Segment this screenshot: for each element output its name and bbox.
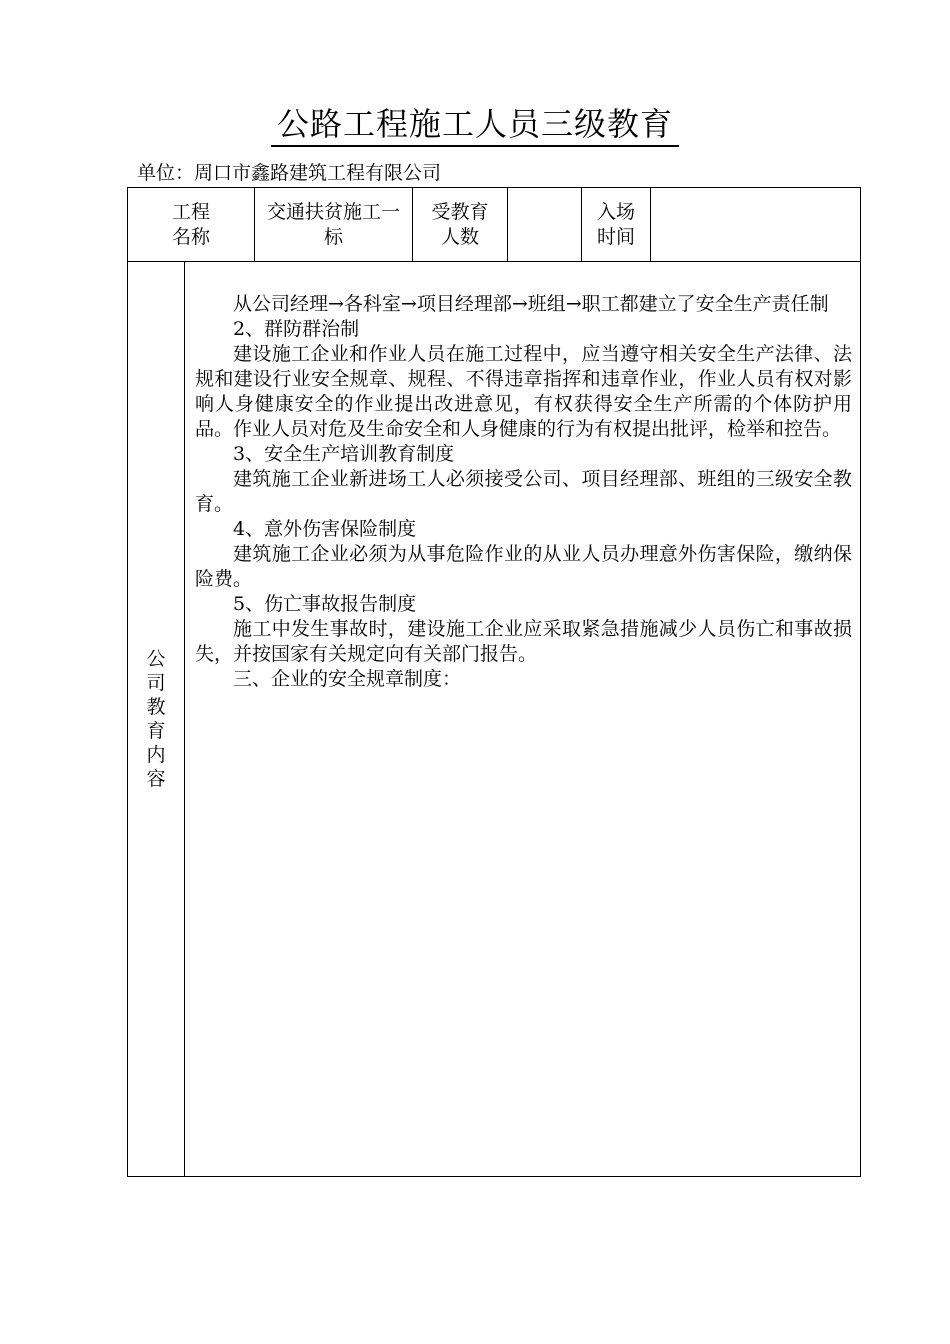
education-form-table (127, 187, 861, 1177)
content-paragraph: 建设施工企业和作业人员在施工过程中，应当遵守相关安全生产法律、法规和建设行业安全规章、规程、不得违章指挥和违章作业，作业人员有权对影响人身健康安全的作业提出改进意见，有权获得安全生产所需的个体防护用品。作业人员对危及生命安全和人身健康的行为有权提出批评，检举和控告。 (195, 343, 852, 440)
trainees-label-cell (413, 188, 508, 262)
header-row (128, 188, 861, 262)
project-name-value-cell (255, 188, 413, 262)
unit-line: 单位：周口市鑫路建筑工程有限公司 (137, 162, 442, 184)
content-heading: 三、企业的安全规章制度： (233, 668, 462, 690)
entry-time-label-cell (582, 188, 651, 262)
trainees-value-cell (508, 188, 582, 262)
content-row (128, 262, 861, 1177)
content-heading: 3、安全生产培训教育制度 (233, 443, 455, 465)
content-paragraph: 从公司经理→各科室→项目经理部→班组→职工都建立了安全生产责任制 (233, 293, 829, 315)
trainees-label: 受教育人数 (431, 200, 489, 248)
title-text: 公路工程施工人员三级教育 (271, 105, 679, 147)
education-content-cell (185, 262, 861, 1177)
project-name-label-cell (128, 188, 255, 262)
content-paragraph: 建筑施工企业必须为从事危险作业的从业人员办理意外伤害保险，缴纳保险费。 (195, 543, 852, 590)
content-heading: 2、群防群治制 (233, 318, 360, 340)
page-title (0, 104, 950, 144)
content-heading: 5、伤亡事故报告制度 (233, 593, 417, 615)
content-paragraph: 建筑施工企业新进场工人必须接受公司、项目经理部、班组的三级安全教育。 (195, 468, 852, 515)
project-name-value: 交通扶贫施工一标 (266, 200, 400, 248)
content-paragraph: 施工中发生事故时，建设施工企业应采取紧急措施减少人员伤亡和事故损失，并按国家有关规定向有关部门报告。 (195, 618, 852, 665)
section-label-cell (128, 262, 185, 1177)
section-label: 公司教育内容 (146, 648, 166, 790)
project-name-label: 工程名称 (171, 200, 210, 248)
content-heading: 4、意外伤害保险制度 (233, 518, 417, 540)
entry-time-label: 入场时间 (596, 200, 635, 248)
entry-time-value-cell (651, 188, 861, 262)
